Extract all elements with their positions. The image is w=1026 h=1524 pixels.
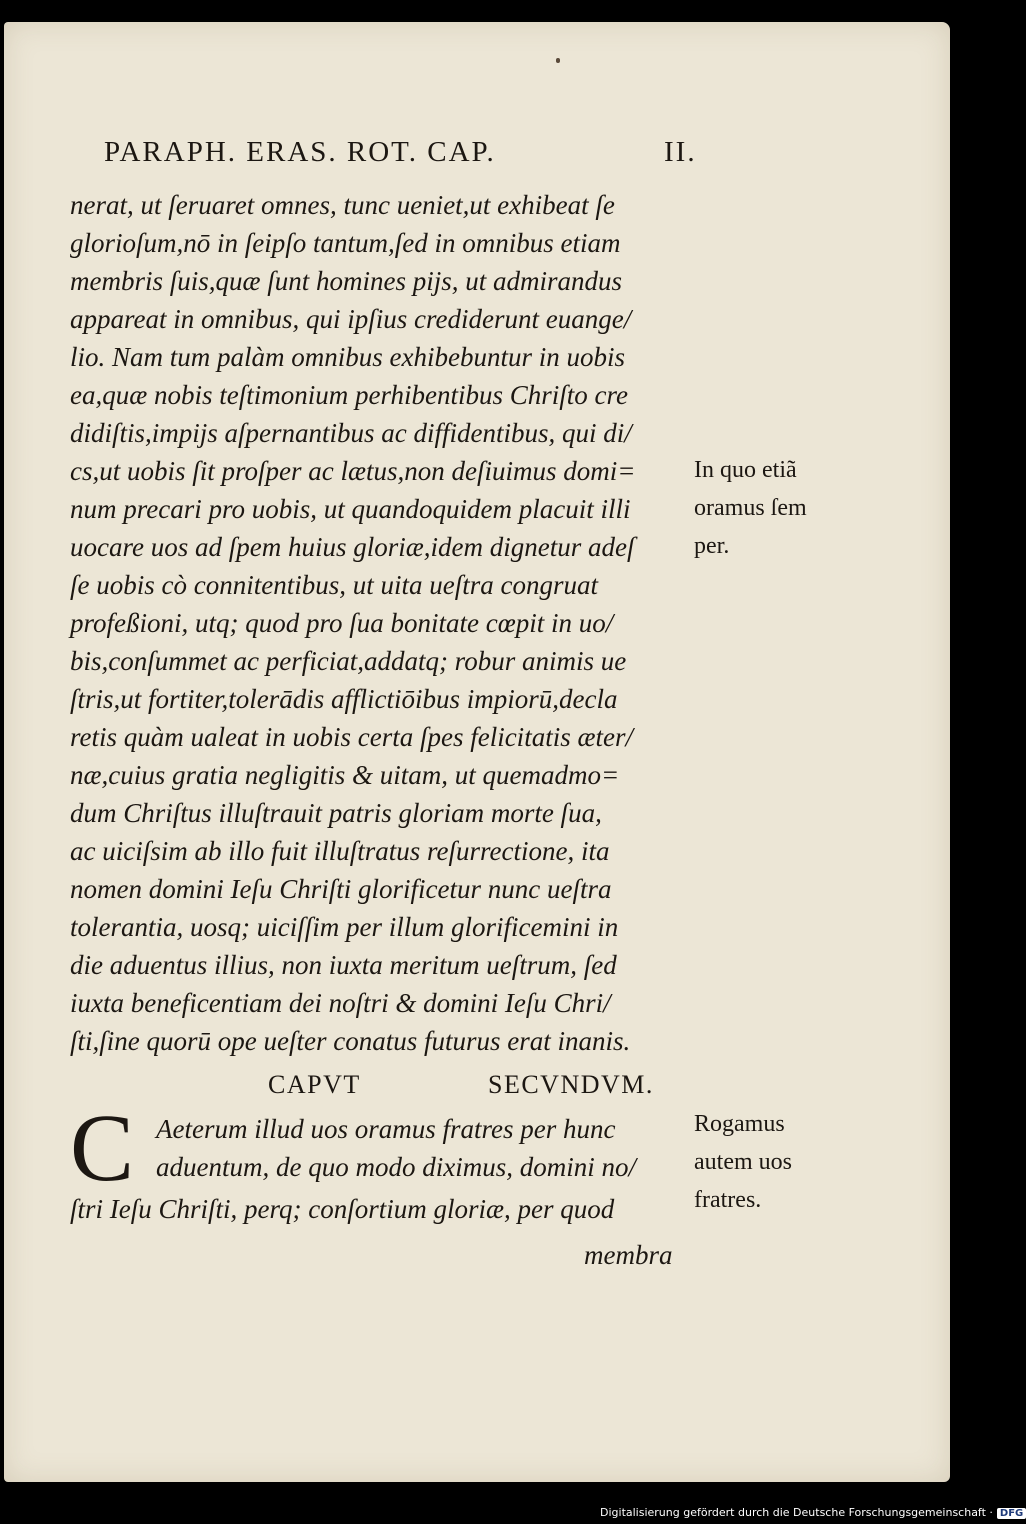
text-line: ea,quæ nobis teſtimonium perhibentibus Chriſto cre <box>70 380 628 410</box>
folio-number: II. <box>664 136 697 168</box>
chapter-heading-word: CAPVT <box>268 1070 361 1099</box>
chapter-heading <box>268 1070 698 1110</box>
text-line: næ,cuius gratia negligitis & uitam, ut quemadmo= <box>70 760 620 790</box>
text-line: dum Chriſtus illuſtrauit patris gloriam morte ſua, <box>70 798 602 828</box>
text-line: lio. Nam tum palàm omnibus exhibebuntur in uobis <box>70 342 625 372</box>
margin-note-line: oramus ſem <box>694 495 807 521</box>
text-line: ac uiciſsim ab illo fuit illuſtratus reſurrectione, ita <box>70 836 610 866</box>
text-line: cs,ut uobis ſit proſper ac lætus,non deſiuimus domi= <box>70 456 636 486</box>
initial-letter: C <box>70 1094 135 1201</box>
text-line: ſtri Ieſu Chriſti, perq; conſortium gloriæ, per quod <box>70 1194 615 1224</box>
catchword: membra <box>584 1240 673 1270</box>
margin-note-line: autem uos <box>694 1149 792 1175</box>
text-line: didiſtis,impijs aſpernantibus ac diffidentibus, qui di/ <box>70 418 632 448</box>
text-line: nerat, ut ſeruaret omnes, tunc ueniet,ut exhibeat ſe <box>70 190 615 220</box>
margin-note-line: Rogamus <box>694 1111 785 1137</box>
running-header <box>104 136 704 176</box>
text-line: aduentum, de quo modo diximus, domini no/ <box>156 1152 636 1182</box>
chapter-heading-word: SECVNDVM. <box>488 1070 654 1099</box>
text-line: retis quàm ualeat in uobis certa ſpes felicitatis æter/ <box>70 722 633 752</box>
text-line: Aeterum illud uos oramus fratres per hunc <box>156 1114 616 1144</box>
text-line: bis,conſummet ac perficiat,addatq; robur animis ue <box>70 646 627 676</box>
dfg-logo: DFG <box>997 1508 1026 1519</box>
text-line: tolerantia, uosq; uiciſſim per illum glorificemini in <box>70 912 619 942</box>
text-line: ſe uobis cò connitentibus, ut uita ueſtra congruat <box>70 570 598 600</box>
margin-note-line: per. <box>694 533 730 559</box>
margin-note-line: In quo etiã <box>694 457 797 483</box>
text-line: ſtris,ut fortiter,tolerādis afflictiōibus impiorū,decla <box>70 684 618 714</box>
text-line: num precari pro uobis, ut quandoquidem placuit illi <box>70 494 631 524</box>
text-line: ſti,ſine quorū ope ueſter conatus futurus erat inanis. <box>70 1026 631 1056</box>
text-line: profeßioni, utq; quod pro ſua bonitate cœpit in uo/ <box>70 608 614 638</box>
digitization-credit <box>600 1506 1024 1522</box>
ink-speck <box>556 58 560 63</box>
margin-note-line: fratres. <box>694 1187 762 1213</box>
text-line: glorioſum,nō in ſeipſo tantum,ſed in omnibus etiam <box>70 228 621 258</box>
credit-text: Digitalisierung gefördert durch die Deutsche Forschungsgemeinschaft · <box>600 1506 993 1519</box>
running-title: PARAPH. ERAS. ROT. CAP. <box>104 136 496 168</box>
text-line: uocare uos ad ſpem huius gloriæ,idem dignetur adeſ <box>70 532 635 562</box>
text-line: iuxta beneficentiam dei noſtri & domini Ieſu Chri/ <box>70 988 611 1018</box>
text-line: die aduentus illius, non iuxta meritum ueſtrum, ſed <box>70 950 617 980</box>
text-line: membris ſuis,quæ ſunt homines pijs, ut admirandus <box>70 266 623 296</box>
text-line: appareat in omnibus, qui ipſius crediderunt euange/ <box>70 304 632 334</box>
text-line: nomen domini Ieſu Chriſti glorificetur nunc ueſtra <box>70 874 612 904</box>
